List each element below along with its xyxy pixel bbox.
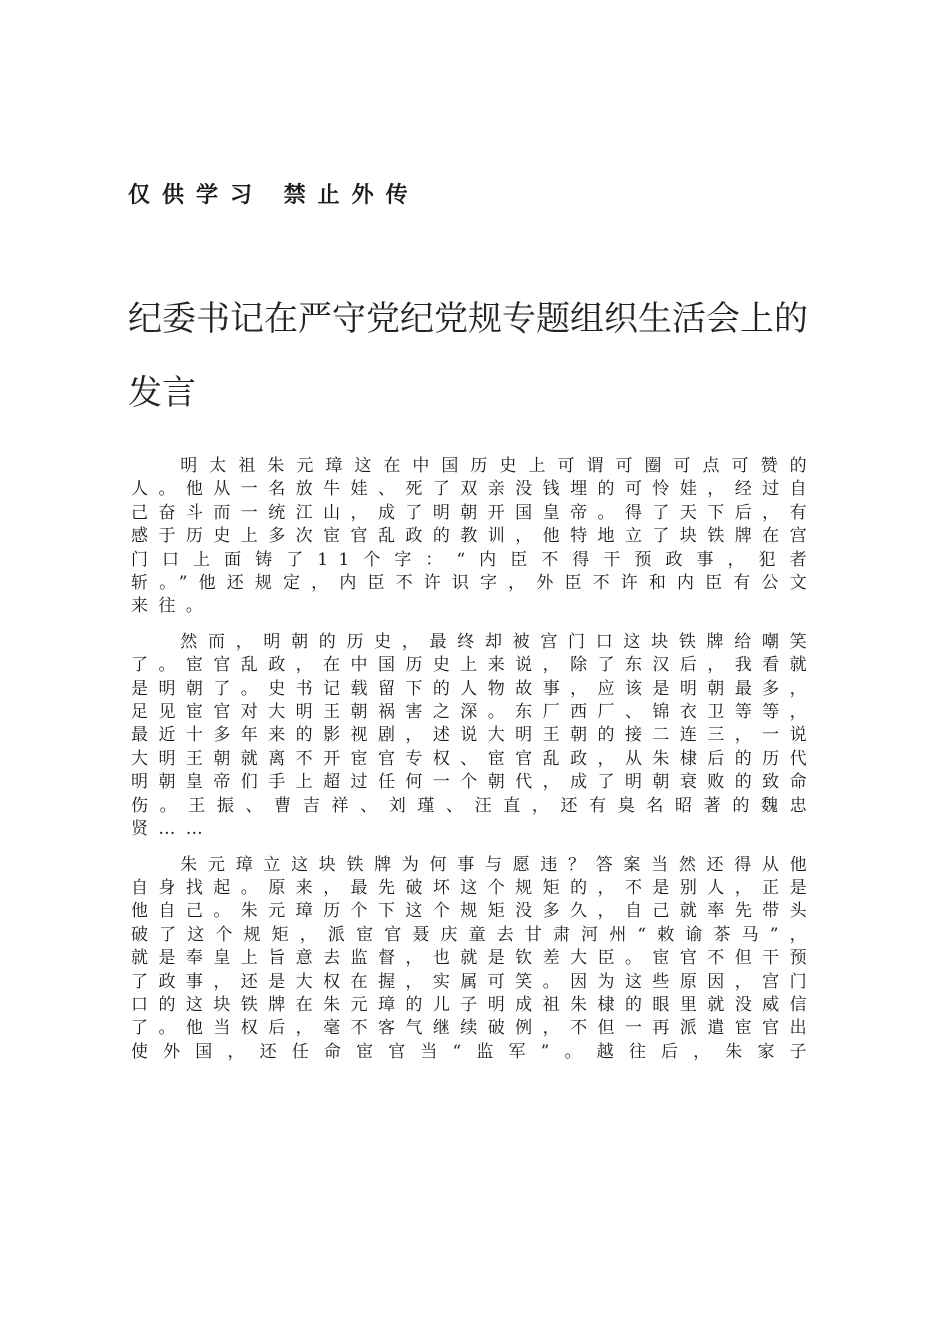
watermark-notice: 仅供学习 禁止外传 [128,182,420,208]
paragraph-1: 明太祖朱元璋这在中国历史上可谓可圈可点可赞的人。他从一名放牛娃、死了双亲没钱埋的可怜娃，经过自己奋斗而一统江山，成了明朝开国皇帝。得了天下后，有感于历史上多次宦官乱政的教训，他特地立了块铁牌在宫门口上面铸了11个字：“内臣不得干预政事，犯者斩。”他还规定，内臣不许识字，外臣不许和内臣有公文来往。 [131,456,817,617]
document-body [131,455,817,1076]
document-title: 纪委书记在严守党纪党规专题组织生活会上的发言 [128,299,808,413]
paragraph-2: 然而，明朝的历史，最终却被宫门口这块铁牌给嘲笑了。宦官乱政，在中国历史上来说，除了东汉后，我看就是明朝了。史书记载留下的人物故事，应该是明朝最多，足见宦官对大明王朝祸害之深。东厂西厂、锦衣卫等等，最近十多年来的影视剧，述说大明王朝的接二连三，一说大明王朝就离不开宦官专权、宦官乱政，从朱棣后的历代明朝皇帝们手上超过任何一个朝代，成了明朝衰败的致命伤。王振、曹吉祥、刘瑾、汪直，还有臭名昭著的魏忠贤…… [131,631,817,840]
paragraph-3: 朱元璋立这块铁牌为何事与愿违？答案当然还得从他自身找起。原来，最先破坏这个规矩的，不是别人，正是他自己。朱元璋历个下这个规矩没多久，自己就率先带头破了这个规矩，派宦官聂庆童去甘肃河州“敕谕茶马”，就是奉皇上旨意去监督，也就是钦差大臣。宦官不但干预了政事，还是大权在握，实属可笑。因为这些原因，宫门口的这块铁牌在朱元璋的儿子明成祖朱棣的眼里就没威信了。他当权后，毫不客气继续破例，不但一再派遣宦官出使外国，还任命宦官当“监军”。越往后，朱家子 [131,854,817,1062]
